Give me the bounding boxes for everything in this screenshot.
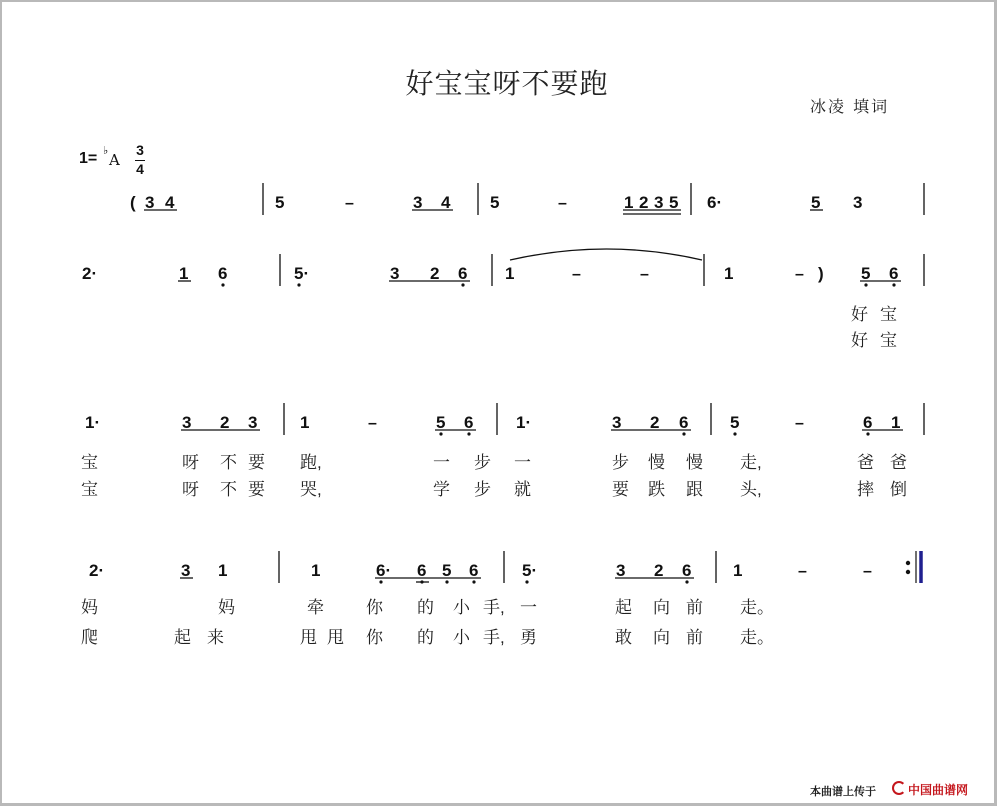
jianpu-note: 2· xyxy=(89,561,105,580)
jianpu-notation xyxy=(2,2,997,808)
lyric-syllable: 一 xyxy=(520,598,537,617)
lyric-syllable: 宝 xyxy=(880,305,897,324)
jianpu-note: 1 xyxy=(311,561,321,580)
dash-note: – xyxy=(795,415,804,432)
jianpu-note: 5 xyxy=(275,193,285,212)
low-octave-dot xyxy=(685,580,688,583)
low-octave-dot xyxy=(439,432,442,435)
jianpu-note: 2 xyxy=(220,413,230,432)
lyric-syllable: 你 xyxy=(366,628,383,647)
lyric-syllable: 走。 xyxy=(740,598,774,617)
jianpu-note: 5 xyxy=(442,561,452,580)
jianpu-note: 1 xyxy=(733,561,743,580)
jianpu-note: 1 xyxy=(891,413,901,432)
footer-upload-text: 本曲谱上传于 xyxy=(810,785,876,798)
low-octave-dot xyxy=(682,432,685,435)
jianpu-note: 6 xyxy=(218,264,228,283)
jianpu-note: ) xyxy=(818,264,824,283)
lyric-syllable: 的 xyxy=(417,598,434,617)
lyric-syllable: 甩 xyxy=(300,628,317,647)
low-octave-dot xyxy=(525,580,528,583)
jianpu-note: 6 xyxy=(863,413,873,432)
lyric-syllable: 手, xyxy=(483,628,505,647)
lyric-syllable: 牵 xyxy=(307,598,324,617)
lyric-syllable: 宝 xyxy=(880,331,897,350)
lyric-syllable: 哭, xyxy=(300,480,322,499)
jianpu-note: ( xyxy=(130,193,136,212)
jianpu-note: 2· xyxy=(82,264,98,283)
lyric-syllable: 一 xyxy=(433,453,450,472)
lyric-syllable: 要 xyxy=(612,480,629,499)
time-signature-denominator: 4 xyxy=(136,161,144,177)
lyric-syllable: 妈 xyxy=(81,598,98,617)
lyric-syllable: 呀 xyxy=(182,480,199,499)
jianpu-note: 3 xyxy=(182,413,192,432)
jianpu-note: 3 xyxy=(145,193,155,212)
flat-sign: ♭ xyxy=(103,144,109,157)
jianpu-note: 2 xyxy=(650,413,660,432)
dash-note: – xyxy=(795,266,804,283)
jianpu-note: 6· xyxy=(376,561,392,580)
lyric-syllable: 好 xyxy=(851,331,868,350)
dash-note: – xyxy=(640,266,649,283)
lyric-syllable: 不 xyxy=(220,453,237,472)
dash-note: – xyxy=(558,195,567,212)
low-octave-dot xyxy=(461,283,464,286)
jianpu-note: 2 xyxy=(654,561,664,580)
lyric-syllable: 来 xyxy=(207,628,224,647)
lyric-syllable: 前 xyxy=(686,628,703,647)
lyric-syllable: 步 xyxy=(474,480,491,499)
lyric-syllable: 步 xyxy=(474,453,491,472)
lyric-syllable: 一 xyxy=(514,453,531,472)
low-octave-dot xyxy=(379,580,382,583)
lyric-syllable: 跟 xyxy=(686,480,703,499)
lyric-syllable: 慢 xyxy=(648,453,665,472)
lyric-syllable: 头, xyxy=(740,480,762,499)
lyric-syllable: 勇 xyxy=(520,628,537,647)
low-octave-dot xyxy=(866,432,869,435)
key-signature: 1= xyxy=(79,150,98,167)
jianpu-note: 6 xyxy=(682,561,692,580)
dash-note: – xyxy=(368,415,377,432)
dash-note: – xyxy=(863,563,872,580)
low-octave-dot xyxy=(297,283,300,286)
jianpu-note: 3 xyxy=(248,413,258,432)
jianpu-note: 3 xyxy=(654,193,664,212)
lyric-syllable: 不 xyxy=(220,480,237,499)
jianpu-note: 2 xyxy=(430,264,440,283)
lyric-syllable: 呀 xyxy=(182,453,199,472)
lyric-syllable: 步 xyxy=(612,453,629,472)
jianpu-note: 1 xyxy=(624,193,634,212)
jianpu-note: 5 xyxy=(861,264,871,283)
low-octave-dot xyxy=(472,580,475,583)
jianpu-note: 3 xyxy=(181,561,191,580)
lyric-syllable: 学 xyxy=(433,480,450,499)
lyric-syllable: 小 xyxy=(453,598,470,617)
lyric-syllable: 走, xyxy=(740,453,762,472)
jianpu-note: 5· xyxy=(522,561,538,580)
jianpu-note: 4 xyxy=(165,193,175,212)
jianpu-note: 2 xyxy=(639,193,649,212)
jianpu-note: 6· xyxy=(707,193,723,212)
jianpu-note: 6 xyxy=(458,264,468,283)
lyric-syllable: 倒 xyxy=(890,480,907,499)
song-title: 好宝宝呀不要跑 xyxy=(405,67,609,100)
lyric-syllable: 爸 xyxy=(857,453,874,472)
lyric-syllable: 起 xyxy=(174,628,191,647)
lyric-syllable: 宝 xyxy=(81,480,98,499)
lyric-syllable: 跌 xyxy=(648,480,665,499)
jianpu-note: 6 xyxy=(889,264,899,283)
lyric-syllable: 前 xyxy=(686,598,703,617)
jianpu-note: 3 xyxy=(616,561,626,580)
jianpu-note: 3 xyxy=(612,413,622,432)
lyric-syllable: 甩 xyxy=(327,628,344,647)
jianpu-note: 1 xyxy=(724,264,734,283)
jianpu-note: 6 xyxy=(464,413,474,432)
lyric-syllable: 爬 xyxy=(81,628,98,647)
jianpu-note: 1 xyxy=(505,264,515,283)
jianpu-note: 3 xyxy=(390,264,400,283)
low-octave-dot xyxy=(864,283,867,286)
lyric-syllable: 就 xyxy=(514,480,531,499)
dash-note: – xyxy=(345,195,354,212)
lyric-syllable: 起 xyxy=(615,598,632,617)
lyric-syllable: 好 xyxy=(851,305,868,324)
jianpu-note: 3 xyxy=(413,193,423,212)
lyric-syllable: 向 xyxy=(653,598,670,617)
low-octave-dot xyxy=(221,283,224,286)
jianpu-note: 5 xyxy=(811,193,821,212)
jianpu-note: 6 xyxy=(469,561,479,580)
jianpu-note: 5· xyxy=(294,264,310,283)
jianpu-note: 1 xyxy=(300,413,310,432)
lyric-syllable: 的 xyxy=(417,628,434,647)
jianpu-note: 1 xyxy=(218,561,228,580)
repeat-dot xyxy=(906,561,910,565)
lyric-syllable: 小 xyxy=(453,628,470,647)
lyric-syllable: 向 xyxy=(653,628,670,647)
lyric-syllable: 宝 xyxy=(81,453,98,472)
lyric-syllable: 要 xyxy=(248,480,265,499)
dash-note: – xyxy=(572,266,581,283)
tie-arc xyxy=(510,249,702,260)
key-letter: A xyxy=(109,151,120,169)
jianpu-note: 5 xyxy=(490,193,500,212)
low-octave-dot xyxy=(467,432,470,435)
lyric-syllable: 摔 xyxy=(857,480,874,499)
lyricist-credit: 冰凌 填词 xyxy=(810,97,890,116)
jianpu-note: 6 xyxy=(679,413,689,432)
jianpu-note: 3 xyxy=(853,193,863,212)
jianpu-note: 6 xyxy=(417,561,427,580)
lyric-syllable: 敢 xyxy=(615,628,632,647)
low-octave-dot xyxy=(445,580,448,583)
lyric-syllable: 爸 xyxy=(890,453,907,472)
site-logo-text[interactable]: 中国曲谱网 xyxy=(908,783,969,797)
jianpu-note: 1 xyxy=(179,264,189,283)
lyric-syllable: 你 xyxy=(366,598,383,617)
low-octave-dot xyxy=(733,432,736,435)
jianpu-note: 1· xyxy=(85,413,101,432)
lyric-syllable: 跑, xyxy=(300,453,322,472)
jianpu-note: 5 xyxy=(669,193,679,212)
lyric-syllable: 要 xyxy=(248,453,265,472)
jianpu-note: 5 xyxy=(730,413,740,432)
lyric-syllable: 手, xyxy=(483,598,505,617)
lyric-syllable: 走。 xyxy=(740,628,774,647)
time-signature-numerator: 3 xyxy=(136,142,144,158)
jianpu-note: 4 xyxy=(441,193,451,212)
site-logo-icon xyxy=(892,781,906,795)
lyric-syllable: 慢 xyxy=(686,453,703,472)
repeat-dot xyxy=(906,570,910,574)
jianpu-note: 1· xyxy=(516,413,532,432)
jianpu-note: 5 xyxy=(436,413,446,432)
low-octave-dot xyxy=(892,283,895,286)
lyric-syllable: 妈 xyxy=(218,598,235,617)
dash-note: – xyxy=(798,563,807,580)
